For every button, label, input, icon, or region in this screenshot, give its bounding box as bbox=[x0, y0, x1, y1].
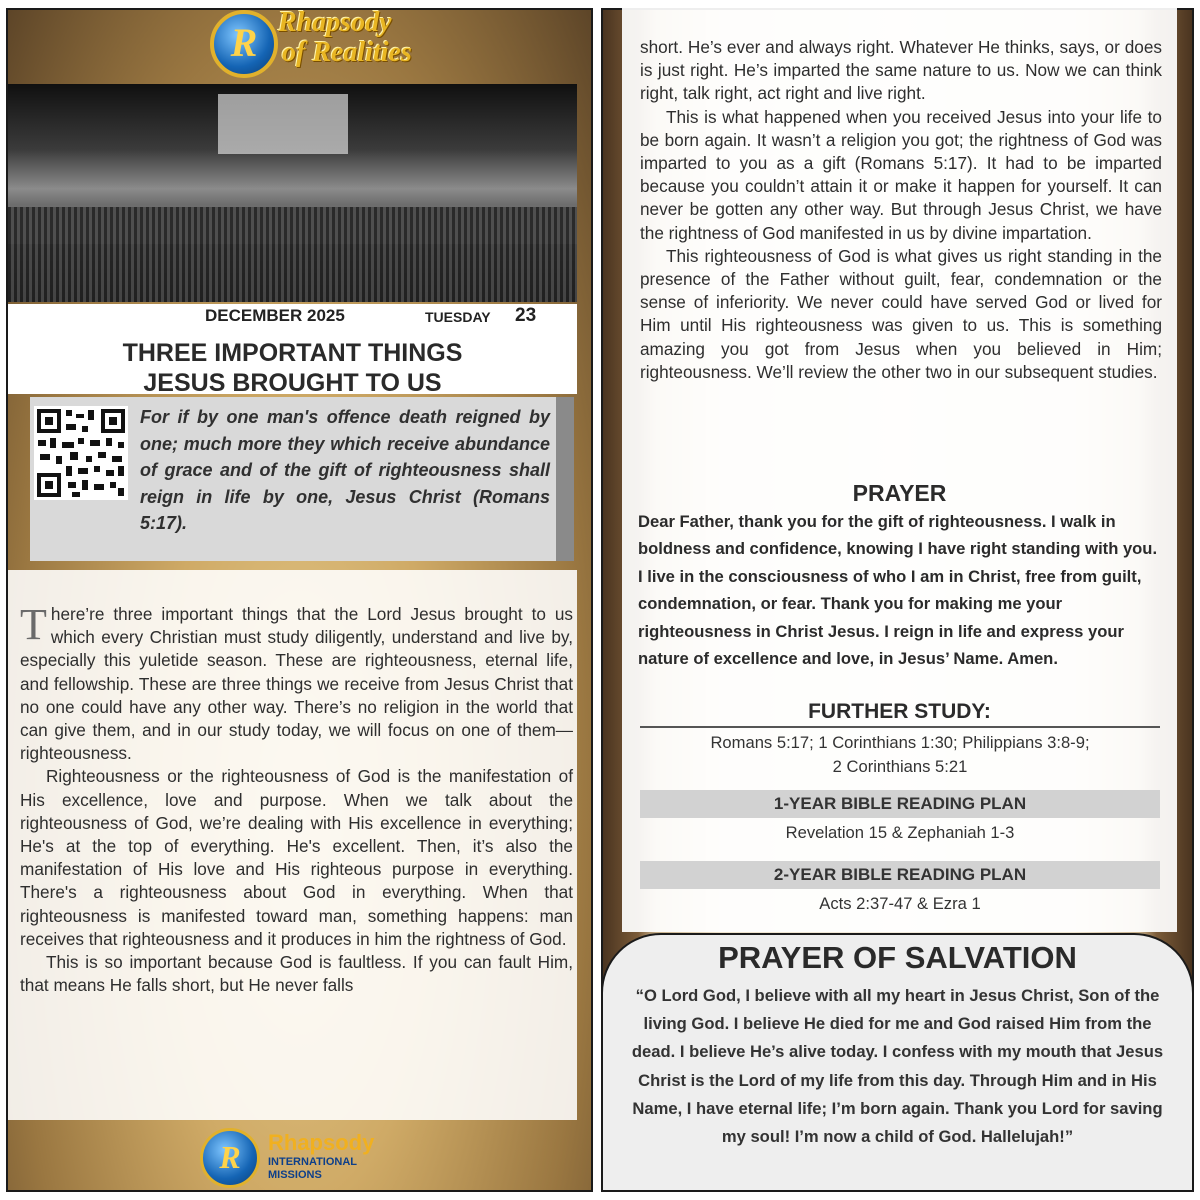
one-year-plan-reading: Revelation 15 & Zephaniah 1-3 bbox=[785, 823, 1015, 842]
theme-verse: For if by one man's offence death reigned by one; much more they which receive abundance of grace and of the gift of righteousness shall reign in life by one, Jesus Christ (Romans 5:17). bbox=[140, 407, 550, 533]
prayer-heading: PRAYER bbox=[852, 480, 947, 506]
further-study-line-1: Romans 5:17; 1 Corinthians 1:30; Philippians 3:8-9; bbox=[710, 733, 1090, 752]
paragraph-2: Righteousness or the righteousness of God is the manifestation of His excellence, love and purpose. When we talk about the righteousness of God, we’re dealing with His excellence in everything; He's at the top of everything. He's excellent. Then, it’s also the manifestation of His love and His righteous purpose in everything. There's a righteousness about God in everything. When that righteousness is manifested toward man, something happens: man receives that righteousness and it produces in him the rightness of God. bbox=[20, 766, 573, 949]
further-study-divider bbox=[640, 726, 1160, 728]
footer-logo-international: INTERNATIONAL bbox=[268, 1156, 358, 1168]
date-weekday: TUESDAY bbox=[425, 309, 491, 325]
date-day-number: 23 bbox=[515, 305, 537, 326]
paragraph-4: This is what happened when you received Jesus into your life to be born again. It wasn’t a religion you got; the rightness of God was imparted to you as a gift (Romans 5:17). It had to be imparted because you couldn’t attain it or make it happen for yourself. It can never be gotten any other way. But through Jesus Christ, we have the rightness of God manifested in us by divine impartation. bbox=[640, 106, 1162, 243]
title-line-1: THREE IMPORTANT THINGS bbox=[122, 339, 463, 367]
drop-cap: T bbox=[20, 600, 47, 649]
devotional-title bbox=[20, 338, 565, 398]
date-month-year: DECEMBER 2025 bbox=[205, 306, 345, 325]
title-line-2: JESUS BROUGHT TO US bbox=[143, 369, 442, 397]
further-study-references bbox=[640, 731, 1160, 779]
footer-logo-line-2 bbox=[268, 1156, 357, 1182]
further-study-heading: FURTHER STUDY: bbox=[808, 700, 991, 723]
paragraph-3-continued: short. He’s ever and always right. Whatever He thinks, says, or does is just right. He’s imparted the same nature to us. Now we can think right, talk right, act right and live right. bbox=[640, 37, 1162, 104]
paragraph-3: This is so important because God is faultless. If you can fault Him, that means He falls short, but He never falls bbox=[20, 952, 573, 996]
salvation-heading: PRAYER OF SALVATION bbox=[718, 940, 1077, 975]
rhapsody-logo bbox=[200, 2, 430, 80]
one-year-plan-heading: 1-YEAR BIBLE READING PLAN bbox=[640, 790, 1160, 818]
body-text-right bbox=[640, 36, 1162, 384]
globe-logo-icon: R bbox=[200, 1128, 260, 1188]
logo-line-2: of Realities bbox=[282, 37, 412, 68]
logo-line-1: Rhapsody bbox=[278, 7, 392, 38]
salvation-prayer-text: “O Lord God, I believe with all my heart in Jesus Christ, Son of the living God. I believe He died for me and God raised Him from the dead. I believe He’s alive today. I confess with my mouth that Jesus Christ is the Lord of my life from this day. Through Him and in His Name, I have eternal life; I’m born again. Thank you Lord for saving my soul! I’m now a child of God. Hallelujah!” bbox=[631, 986, 1164, 1147]
church-auditorium-photo bbox=[8, 84, 577, 302]
stage-screen bbox=[218, 94, 348, 154]
footer-logo-missions: MISSIONS bbox=[268, 1169, 322, 1181]
congregation bbox=[8, 207, 577, 302]
qr-code-icon[interactable] bbox=[34, 406, 128, 500]
paragraph-5: This righteousness of God is what gives us right standing in the presence of the Father without guilt, fear, condemnation or the sense of inferiority. We never could have served God or lived for Him until His righteousness was given to us. This is something amazing you got from Jesus when you believed in Him; righteousness. We’ll review the other two in our subsequent studies. bbox=[640, 245, 1162, 382]
paragraph-1 bbox=[20, 600, 573, 765]
prayer-text: Dear Father, thank you for the gift of righteousness. I walk in boldness and confidence, knowing I have right standing with you. I live in the consciousness of who I am in Christ, free from guilt, condemnation, or fear. Thank you for making me your righteousness in Christ Jesus. I reign in life and express your nature of excellence and love, in Jesus’ Name. Amen. bbox=[638, 512, 1158, 669]
further-study-line-2: 2 Corinthians 5:21 bbox=[832, 757, 968, 776]
rhapsody-international-missions-logo bbox=[200, 1128, 410, 1184]
footer-logo-line-1: Rhapsody bbox=[268, 1130, 375, 1155]
globe-logo-icon: R bbox=[210, 10, 278, 78]
verse-side-bar bbox=[556, 397, 574, 561]
two-year-plan-reading: Acts 2:37-47 & Ezra 1 bbox=[819, 894, 981, 913]
logo-title bbox=[278, 8, 412, 68]
two-year-plan-heading: 2-YEAR BIBLE READING PLAN bbox=[640, 861, 1160, 889]
paragraph-1-text: here’re three important things that the Lord Jesus brought to us which every Christian must study diligently, understand and live by, especially this yuletide season. These are righteousness, eternal life, and fellowship. These are three things we receive from Jesus Christ that no one could have any other way. There’s no religion in the world that can give them, and in our study today, we will focus on one of them— righteousness. bbox=[20, 604, 573, 764]
body-text-left bbox=[20, 600, 573, 997]
